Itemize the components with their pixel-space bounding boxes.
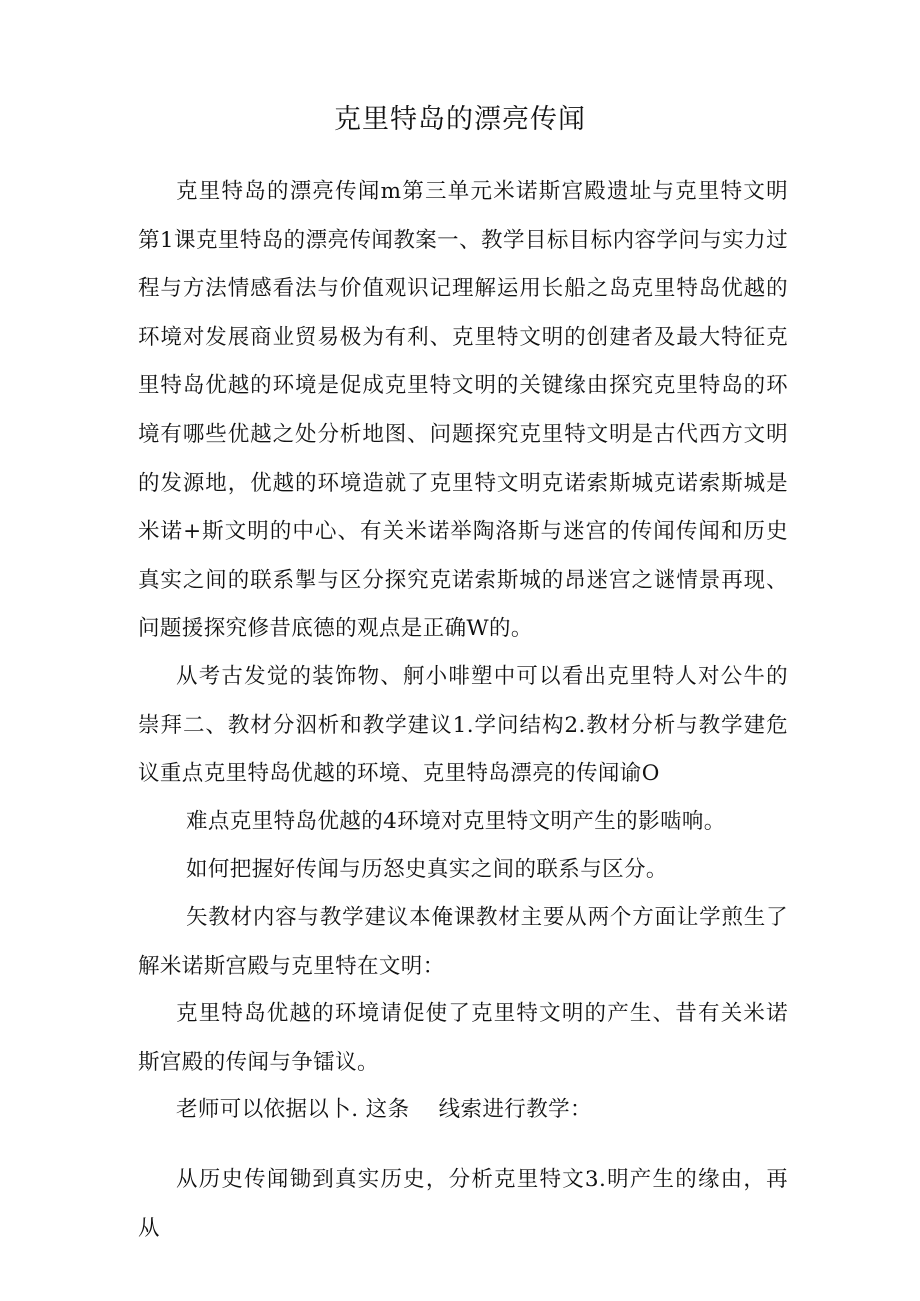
document-title: 克里特岛的漂亮传闻 [334,104,586,135]
paragraph-7: 老师可以依据以卜. 这条 线索进行教学： [176,1097,592,1122]
paragraph-2: 从考古发觉的装饰物、舸小啡塑中可以看出克里特人对公牛的崇拜二、教材分泅析和教学建议1.学问结构2.教材分析与教学建危议重点克里特岛优越的环境、克里特岛漂亮的传闻谕O [138,664,788,787]
paragraph-5: 矢教材内容与教学建议本俺课教材主要从两个方面让学煎生了解米诺斯宫殿与克里特在文明： [138,905,788,979]
paragraph-3: 难点克里特岛优越的4环境对克里特文明产生的影啮响。 [186,809,726,834]
paragraph-4: 如何把握好传闻与历怒史真实之间的联系与区分。 [186,857,668,882]
paragraph-8: 从历史传闻锄到真实历史，分析克里特文3.明产生的缘由，再从 [138,1167,788,1241]
paragraph-6: 克里特岛优越的环境请促使了克里特文明的产生、昔有关米诺斯宫殿的传闻与争镭议。 [138,1001,788,1075]
paragraph-1: 克里特岛的漂亮传闻m第三单元米诺斯宫殿遗址与克里特文明第1课克里特岛的漂亮传闻教案一、教学目标目标内容学问与实力过程与方法情感看法与价值观识记理解运用长船之岛克里特岛优越的环境对发展商业贸易极为有利、克里特文明的创建者及最大特征克里特岛优越的环境是促成克里特文明的关键缘由探究克里特岛的环境有哪些优越之处分析地图、问题探究克里特文明是古代西方文明的发源地，优越的环境造就了克里特文明克诺索斯城克诺索斯城是米诺+斯文明的中心、有关米诺举陶洛斯与迷宫的传闻传闻和历史真实之间的联系掣与区分探究克诺索斯城的昂迷宫之谜情景再现、问题援探究修昔底德的观点是正确W的。 [138,179,788,642]
